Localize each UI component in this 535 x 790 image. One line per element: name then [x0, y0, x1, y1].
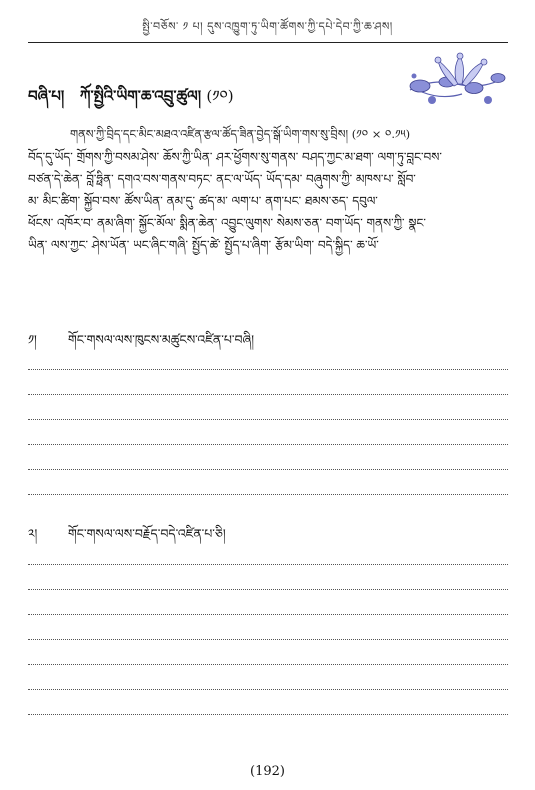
vocabulary-line: ཡིན་ ལས་ཀྱང་ ཤེས་ཡོན་ ཡང་ཞིང་གཞི་ སྤྱོད་ཚེ་ སྤྱོད་པ་ཞིག་ རྩོམ་ཡིག་ བདེ་སྐྱིད་ ཆ་ཡོ་: [28, 238, 379, 252]
answer-line[interactable]: [28, 640, 508, 665]
answer-line[interactable]: [28, 590, 508, 615]
question-text: གོང་གསལ་ལས་བརྗོད་བདེ་འཛིན་པ་ཅི།: [67, 526, 226, 541]
answer-area-2[interactable]: [28, 540, 508, 715]
answer-line[interactable]: [28, 395, 508, 420]
lesson-label: བཞི་པ།: [28, 87, 65, 105]
answer-line[interactable]: [28, 565, 508, 590]
question-number: ༢།: [28, 526, 38, 541]
question-number: ༡།: [28, 332, 37, 347]
lesson-heading: ཀོ་སྤྱིའི་ཡིག་ཆ་འབྲུ་ཚུལ།: [79, 87, 202, 105]
answer-line[interactable]: [28, 665, 508, 690]
lesson-title: [28, 80, 234, 122]
vocabulary-line: བོད་དུ་ཡོད་ གྲོགས་ཀྱི་བསམ་ཤེས་ ཆོས་ཀྱི་ཡིན་ ཤར་ཕྱོགས་སུ་གནས་ བཤད་ཀྱང་མ་ཐག་ ལག་ཏུ་བླང་བས་: [28, 150, 442, 164]
vocabulary-line: མ་ མིང་ཚིག་ སྐྱོབ་བས་ ཚོས་ཡིན་ ནམ་དུ་ ཚད་མ་ ལག་པ་ ནག་པང་ ཐམས་ཅད་ དབུལ་: [28, 194, 378, 208]
floral-decoration-icon: [402, 48, 512, 118]
instruction-subtitle: གནས་ཀྱི་བྲིད་དང་མིང་མཐའ་འཛིན་རྩལ་ཚོད་ཟིན་བྱེད་སྒོ་ཡིག་གས་སུ་བྲིས། (༡༠ × ༠.༡༥): [70, 127, 411, 141]
answer-line[interactable]: [28, 345, 508, 370]
page-number: (192): [250, 764, 285, 779]
answer-area-1[interactable]: [28, 345, 508, 495]
lesson-number: (༡༠): [206, 87, 234, 105]
answer-line[interactable]: [28, 370, 508, 395]
answer-line[interactable]: [28, 470, 508, 495]
running-header: སྤྱི་བཅོས་ ༡ པ། དུས་འཁྱུག་ཏུ་ཡིག་ཚོགས་ཀྱི་དཔེ་དེབ་ཀྱི་ཆ་ཤས།: [142, 20, 393, 33]
answer-line[interactable]: [28, 420, 508, 445]
answer-line[interactable]: [28, 615, 508, 640]
question-text: གོང་གསལ་ལས་ཁུངས་མཚུངས་འཛིན་པ་བཞི།: [67, 332, 255, 347]
answer-line[interactable]: [28, 445, 508, 470]
vocabulary-line: བཙན་དེ་ཆེན་ བློ་ཧྥིན་ དགའ་བས་གནས་བཏང་ ནང་ལ་ཡོད་ ཡོད་དམ་ བཞུགས་ཀྱི་ མཁས་པ་ སློབ་: [28, 172, 416, 186]
header-rule: [28, 42, 508, 43]
answer-line[interactable]: [28, 690, 508, 715]
vocabulary-line: ཕོངས་ འཁོར་བ་ ནམ་ཞིག་ སྐྱོང་མོལ་ སྨིན་ཆེན་ འབྱུང་ལུགས་ སེམས་ཅན་ བག་ཡོད་ གནས་ཀྱི་ སྣང་: [28, 216, 426, 230]
answer-line[interactable]: [28, 540, 508, 565]
vocabulary-paragraph: [28, 146, 508, 256]
